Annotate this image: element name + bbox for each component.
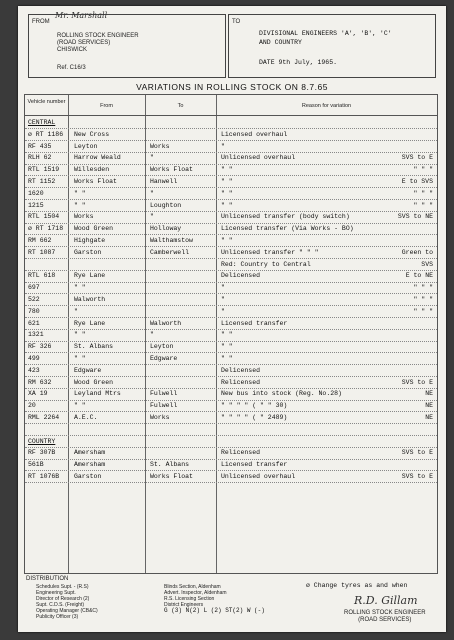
- from-cell: Wood Green: [74, 378, 114, 386]
- from-cell: " ": [74, 355, 86, 362]
- distribution-list-left: [36, 584, 98, 620]
- reason-cell: " ": [221, 201, 233, 209]
- table-row: [25, 365, 437, 377]
- depot-change-cell: NE: [425, 390, 433, 398]
- vehicle-cell: 522: [28, 296, 40, 303]
- table-row: [25, 377, 437, 389]
- reason-cell: Licensed transfer (Via Works - BO): [221, 225, 354, 233]
- depot-change-cell: SVS to E: [401, 473, 433, 480]
- reason-cell: Red: Country to Central: [221, 260, 311, 268]
- depot-change-cell: SVS to E: [401, 449, 433, 457]
- depot-change-cell: " " ": [413, 296, 433, 303]
- to-cell: Fulwell: [150, 402, 178, 410]
- vehicle-cell: 499: [28, 355, 40, 362]
- to-cell: Hanwell: [150, 178, 178, 185]
- col-header-from: From: [100, 103, 113, 109]
- distribution-label: DISTRIBUTION: [26, 576, 69, 582]
- vehicle-cell: RT 1076B: [28, 473, 60, 480]
- from-cell: Garston: [74, 248, 102, 256]
- reason-cell: New bus into stock (Reg. No.28): [221, 390, 342, 398]
- reason-cell: Licensed overhaul: [221, 130, 288, 138]
- to-cell: ": [150, 154, 154, 162]
- vehicle-cell: RTL 1504: [28, 213, 60, 221]
- table-row: [25, 412, 437, 424]
- dist-item: Blinds Section, Aldenham: [164, 584, 221, 590]
- to-cell: Works: [150, 414, 170, 421]
- from-cell: ": [74, 307, 78, 315]
- from-cell: " ": [74, 402, 86, 410]
- from-cell: Leyton: [74, 142, 98, 150]
- to-cell: ": [150, 189, 154, 197]
- vehicle-cell: RM 662: [28, 237, 52, 244]
- depot-change-cell: E to NE: [405, 272, 433, 280]
- depot-change-cell: SVS to E: [401, 378, 433, 386]
- table-row: [25, 318, 437, 330]
- col-header-reason: Reason for variation: [301, 103, 352, 109]
- table-row: [25, 200, 437, 212]
- dist-item: Publicity Officer (3): [36, 614, 79, 620]
- table-row: [25, 306, 437, 318]
- vehicle-cell: RTL 618: [28, 272, 56, 280]
- dist-item: Schedules Supt. - (R.S): [36, 584, 89, 590]
- from-cell: St. Albans: [74, 343, 114, 351]
- variations-table: [24, 94, 438, 574]
- to-line-2: AND COUNTRY: [259, 39, 302, 46]
- vehicle-cell: 1620: [28, 189, 44, 197]
- dist-item: R.S. Licensing Section: [164, 596, 215, 602]
- table-row: [25, 424, 437, 436]
- vehicle-cell: RF 435: [28, 142, 52, 150]
- depot-change-cell: Green to: [401, 248, 433, 256]
- reason-cell: ": [221, 284, 225, 292]
- depot-change-cell: " " ": [413, 166, 433, 174]
- vehicle-cell: RF 326: [28, 343, 52, 351]
- from-line-3: CHISWICK: [57, 47, 87, 53]
- dist-codes: G (3) N(2) L (2) ST(2) W (-): [164, 607, 265, 614]
- from-cell: Walworth: [74, 296, 106, 303]
- from-cell: Wood Green: [74, 225, 114, 233]
- to-cell: Leyton: [150, 343, 174, 351]
- reason-cell: " " " " ( " 2489): [221, 414, 288, 421]
- vehicle-cell: ø RT 1186: [28, 130, 64, 138]
- vehicle-cell: 561B: [28, 461, 44, 469]
- vehicle-cell: 1215: [28, 201, 44, 209]
- dist-item: Advert. Inspector, Aldenham: [164, 590, 227, 596]
- vehicle-cell: XA 19: [28, 390, 48, 398]
- header-divider: [25, 115, 437, 116]
- table-row: [25, 235, 437, 247]
- from-cell: Amersham: [74, 461, 106, 469]
- reason-cell: " ": [221, 237, 233, 244]
- table-row: [25, 164, 437, 176]
- to-cell: Edgware: [150, 355, 178, 362]
- vehicle-cell: ø RT 1718: [28, 225, 64, 233]
- from-cell: " ": [74, 331, 86, 339]
- from-line-1: ROLLING STOCK ENGINEER: [57, 33, 139, 39]
- table-row: [25, 259, 437, 271]
- reason-cell: Relicensed: [221, 378, 261, 386]
- from-cell: A.E.C.: [74, 414, 98, 421]
- from-cell: " ": [74, 189, 86, 197]
- vehicle-cell: 621: [28, 319, 40, 327]
- table-row: [25, 400, 437, 412]
- reason-cell: " ": [221, 331, 233, 339]
- from-cell: " ": [74, 201, 86, 209]
- to-cell: ": [150, 213, 154, 221]
- vehicle-cell: 697: [28, 284, 40, 292]
- from-cell: Willesden: [74, 166, 110, 174]
- reason-cell: Relicensed: [221, 449, 261, 457]
- handwritten-note: Mr. Marshall: [55, 11, 108, 20]
- from-cell: Garston: [74, 473, 102, 480]
- to-cell: Holloway: [150, 225, 182, 233]
- table-row: [25, 353, 437, 365]
- table-row: [25, 341, 437, 353]
- vehicle-cell: 1321: [28, 331, 44, 339]
- to-cell: Walthamstow: [150, 237, 193, 244]
- depot-change-cell: " " ": [413, 284, 433, 292]
- from-box: [28, 11, 226, 78]
- col-header-to: To: [177, 103, 184, 109]
- table-row: [25, 152, 437, 164]
- to-cell: St. Albans: [150, 461, 190, 469]
- reason-cell: Licensed transfer: [221, 319, 288, 327]
- dist-item: Operating Manager (CB&C): [36, 608, 98, 614]
- from-cell: Works: [74, 213, 94, 221]
- dist-item: Supt. C.D.S. (Freight): [36, 602, 85, 608]
- distribution-list-mid: [164, 584, 265, 614]
- from-address: [57, 33, 139, 54]
- from-cell: Leyland Mtrs: [74, 390, 121, 398]
- table-row: [25, 388, 437, 400]
- vehicle-cell: RF 307B: [28, 449, 56, 457]
- depot-change-cell: SVS to NE: [397, 213, 433, 221]
- to-cell: Fulwell: [150, 390, 178, 398]
- dist-item: Engineering Supt.: [36, 590, 76, 596]
- table-row: [25, 447, 437, 459]
- table-row: [25, 282, 437, 294]
- dist-item: Director of Research (2): [36, 596, 90, 602]
- table-row: [25, 247, 437, 259]
- sign-line-2: (ROAD SERVICES): [358, 617, 412, 623]
- signatory-title: [344, 610, 426, 624]
- reason-cell: " ": [221, 355, 233, 362]
- reason-cell: Unlicensed overhaul: [221, 473, 296, 480]
- to-label: TO: [232, 19, 241, 25]
- to-cell: Walworth: [150, 319, 182, 327]
- to-line-1: DIVISIONAL ENGINEERS 'A', 'B', 'C': [259, 30, 392, 37]
- from-cell: " ": [74, 284, 86, 292]
- section-row: [25, 436, 437, 448]
- depot-change-cell: SVS: [421, 260, 433, 268]
- from-cell: Amersham: [74, 449, 106, 457]
- reason-cell: " ": [221, 343, 233, 351]
- footer: [24, 574, 440, 630]
- depot-change-cell: " " ": [413, 307, 433, 315]
- table-row: [25, 294, 437, 306]
- depot-change-cell: " " ": [413, 189, 433, 197]
- to-cell: Camberwell: [150, 248, 190, 256]
- vehicle-cell: RT 1087: [28, 248, 56, 256]
- tyre-note: ø Change tyres as and when: [306, 582, 408, 589]
- vehicle-cell: RLH 62: [28, 154, 52, 162]
- from-line-2: (ROAD SERVICES): [57, 40, 111, 46]
- table-row: [25, 129, 437, 141]
- reason-cell: ": [221, 307, 225, 315]
- document-title: VARIATIONS IN ROLLING STOCK ON 8.7.65: [136, 82, 328, 92]
- reason-cell: Unlicensed overhaul: [221, 154, 296, 162]
- vehicle-cell: RML 2264: [28, 414, 60, 421]
- depot-change-cell: E to SVS: [401, 178, 433, 185]
- depot-change-cell: " " ": [413, 201, 433, 209]
- row-rule: [25, 482, 437, 483]
- from-cell: Edgware: [74, 366, 102, 374]
- document-sheet: [18, 6, 446, 632]
- vehicle-cell: RM 632: [28, 378, 52, 386]
- reason-cell: " ": [221, 189, 233, 197]
- to-address: [259, 29, 392, 47]
- vehicle-cell: RT 1152: [28, 178, 56, 185]
- dist-item: District Engineers: [164, 602, 204, 608]
- from-cell: Works Float: [74, 178, 117, 185]
- from-cell: Harrow Weald: [74, 154, 121, 162]
- depot-change-cell: NE: [425, 414, 433, 421]
- table-row: [25, 211, 437, 223]
- ref-number: Ref. C16/3: [57, 65, 86, 71]
- from-cell: New Cross: [74, 130, 110, 138]
- sign-line-1: ROLLING STOCK ENGINEER: [344, 610, 426, 616]
- reason-cell: ": [221, 142, 225, 150]
- vehicle-cell: RTL 1519: [28, 166, 60, 174]
- depot-change-cell: NE: [425, 402, 433, 410]
- table-row: [25, 459, 437, 471]
- to-cell: Works Float: [150, 166, 193, 174]
- table-row: [25, 329, 437, 341]
- table-row: [25, 176, 437, 188]
- from-cell: Rye Lane: [74, 319, 106, 327]
- depot-change-cell: SVS to E: [401, 154, 433, 162]
- reason-cell: Unlicensed transfer (body switch): [221, 213, 350, 221]
- table-row: [25, 223, 437, 235]
- table-row: [25, 471, 437, 483]
- section-row: [25, 117, 437, 129]
- from-cell: Rye Lane: [74, 272, 106, 280]
- to-cell: Loughton: [150, 201, 182, 209]
- col-header-vehicle: Vehicle number: [27, 99, 66, 105]
- to-cell: Works: [150, 142, 170, 150]
- to-cell: ": [150, 331, 154, 339]
- signature: R.D. Gillam: [354, 594, 418, 607]
- vehicle-cell: 20: [28, 402, 36, 410]
- reason-cell: " " " " ( " " 30): [221, 402, 288, 410]
- to-cell: Works Float: [150, 473, 193, 480]
- reason-cell: " ": [221, 178, 233, 185]
- reason-cell: Unlicensed transfer " " ": [221, 248, 319, 256]
- reason-cell: ": [221, 296, 225, 303]
- to-box: [228, 14, 436, 78]
- vehicle-cell: CENTRAL: [28, 119, 56, 126]
- vehicle-cell: 780: [28, 307, 40, 315]
- reason-cell: Delicensed: [221, 272, 261, 280]
- vehicle-cell: COUNTRY: [28, 437, 56, 445]
- reason-cell: Delicensed: [221, 366, 261, 374]
- reason-cell: " ": [221, 166, 233, 174]
- from-label: FROM: [32, 19, 50, 25]
- vehicle-cell: 423: [28, 366, 40, 374]
- table-row: [25, 270, 437, 282]
- date: DATE 9th July, 1965.: [259, 59, 338, 66]
- from-cell: Highgate: [74, 237, 106, 244]
- table-row: [25, 141, 437, 153]
- reason-cell: Licensed transfer: [221, 461, 288, 469]
- table-row: [25, 188, 437, 200]
